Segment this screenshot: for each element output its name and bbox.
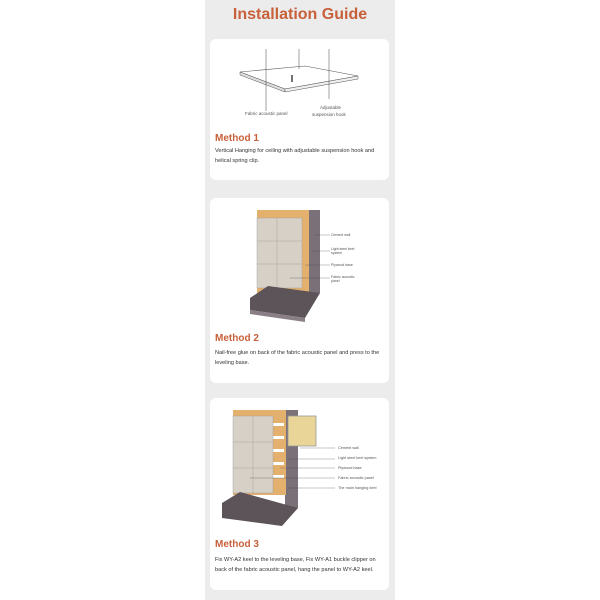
label-plywood: Plywood base	[338, 466, 362, 470]
label-plywood: Plywood base	[331, 263, 353, 267]
glue-wall-illustration	[210, 198, 389, 323]
keel-hanging-illustration	[210, 398, 389, 528]
label-main-keel: The main hanging keel	[338, 486, 377, 490]
ceiling-hanging-illustration	[210, 39, 389, 129]
method-1-card	[210, 39, 389, 180]
label-cement-wall: Cement wall	[331, 233, 351, 237]
method-1-description: Vertical Hanging for ceiling with adjustable suspension hook and helical spring clip.	[215, 148, 375, 164]
method-2-card	[210, 198, 389, 383]
label-cement-wall: Cement wall	[338, 446, 359, 450]
label-suspension-hook: suspension hook	[312, 112, 346, 117]
method-1-title: Method 1	[215, 133, 259, 144]
guide-column	[205, 0, 395, 600]
label-fabric-panel: Fabric acoustic panel	[338, 476, 374, 480]
label-adjustable: Adjustable	[320, 105, 342, 110]
method-3-description: Fix WY-A2 keel to the leveling base, Fix WY-A1 buckle clipper on back of the fabric acoustic panel, hang the panel to WY-A2 keel.	[215, 557, 376, 573]
label-keel: Light steel keel	[331, 247, 355, 251]
label-keel-system: system	[331, 251, 343, 255]
label-fabric-panel: Fabric acoustic panel	[245, 111, 288, 116]
method-3-card	[210, 398, 389, 590]
page-title: Installation Guide	[232, 6, 368, 23]
label-fabric: Fabric acoustic	[331, 275, 355, 279]
label-keel-system: Light steel keel system	[338, 456, 377, 460]
method-3-title: Method 3	[215, 539, 259, 550]
method-2-description: Nail-free glue on back of the fabric acoustic panel and press to the leveling base.	[215, 350, 380, 366]
label-panel: panel	[331, 279, 340, 283]
method-2-title: Method 2	[215, 333, 259, 344]
